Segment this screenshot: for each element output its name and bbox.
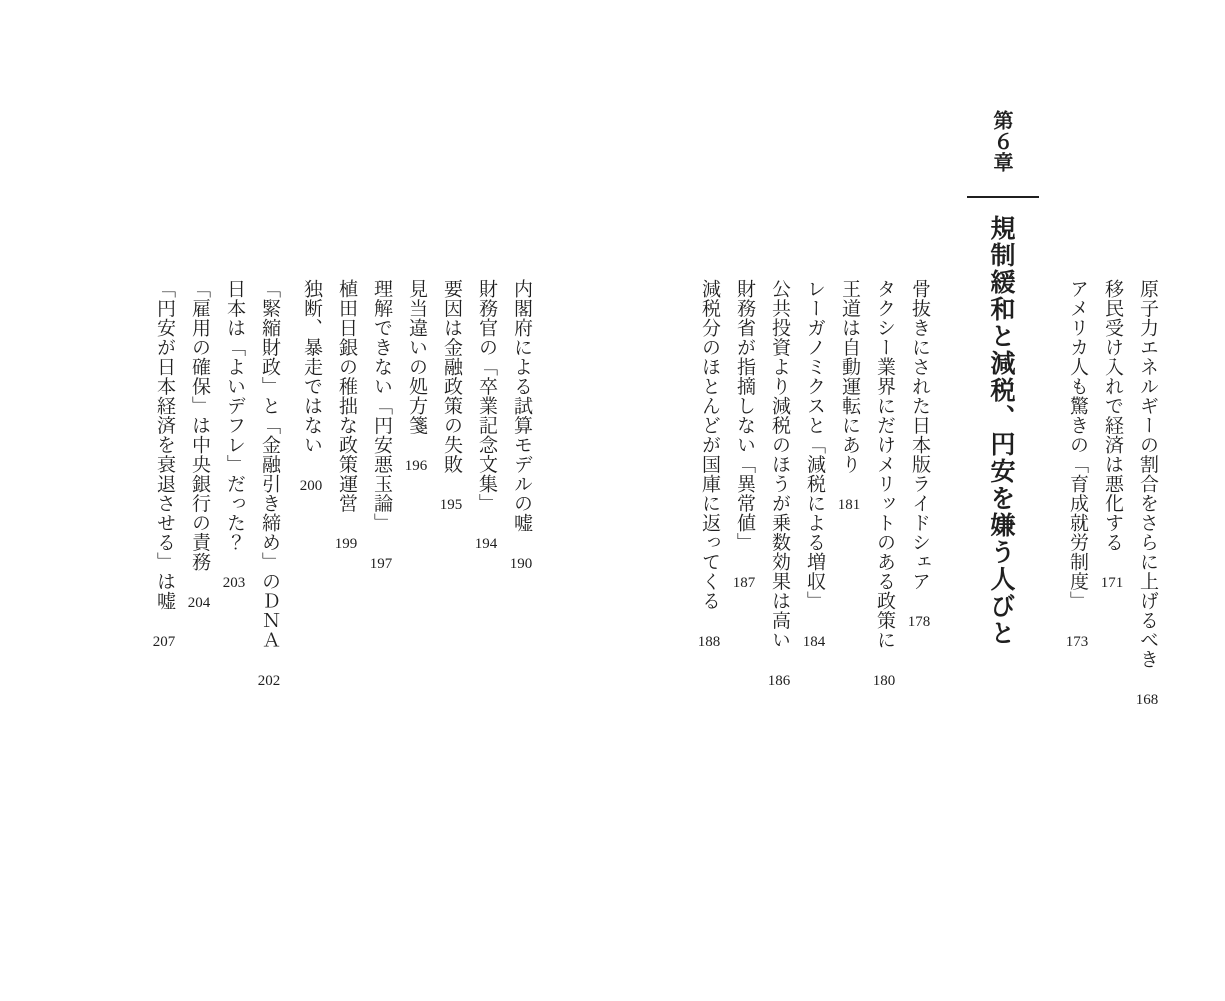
- toc-entry-title: 公共投資より減税のほうが乗数効果は高い: [769, 279, 790, 650]
- toc-entry: [434, 279, 469, 984]
- toc-entry-title: 独断、暴走ではない: [301, 279, 322, 455]
- toc-entry-page-number: 188: [697, 633, 721, 650]
- chapter-title: 規制緩和と減税、円安を嫌う人びと: [987, 215, 1014, 647]
- toc-entry-page-number: 173: [1065, 633, 1089, 650]
- toc-entry: [902, 279, 937, 984]
- toc-entry: [1060, 279, 1095, 984]
- toc-entry-title: 減税分のほとんどが国庫に返ってくる: [699, 279, 720, 611]
- toc-entry-title: 財務省が指摘しない「異常値」: [734, 279, 755, 552]
- toc-entry-page-number: 203: [222, 575, 246, 592]
- toc-entry-title: アメリカ人も驚きの「育成就労制度」: [1067, 279, 1088, 611]
- toc-entry-page-number: 171: [1100, 575, 1124, 592]
- toc-entry-title: 「緊縮財政」と「金融引き締め」のＤＮＡ: [259, 279, 280, 650]
- toc-entry: [294, 279, 329, 984]
- toc-entry-title: 「円安が日本経済を衰退させる」は嘘: [154, 279, 175, 611]
- toc-entry-title: 植田日銀の稚拙な政策運営: [336, 279, 357, 513]
- toc-entry-title: 理解できない「円安悪玉論」: [371, 279, 392, 533]
- toc-entry-title: レーガノミクスと「減税による増収」: [804, 279, 825, 611]
- toc-group-chapter6-first: [692, 279, 937, 984]
- toc-entry: [797, 279, 832, 984]
- toc-group-chapter6-second: [147, 279, 539, 984]
- toc-entry: [832, 279, 867, 984]
- toc-entry-title: 財務官の「卒業記念文集」: [476, 279, 497, 513]
- toc-entry-title: 「雇用の確保」は中央銀行の責務: [189, 279, 210, 572]
- chapter-number: 第６章: [990, 110, 1012, 173]
- toc-entry-page-number: 190: [509, 555, 533, 572]
- toc-entry: [364, 279, 399, 984]
- toc-entry-title: 日本は「よいデフレ」だった？: [224, 279, 245, 552]
- toc-entry-page-number: 199: [334, 536, 358, 553]
- toc-entry: [399, 279, 434, 984]
- toc-entry: [329, 279, 364, 984]
- toc-entry-page-number: 178: [907, 614, 931, 631]
- toc-entry-page-number: 204: [187, 594, 211, 611]
- toc-entry-title: タクシー業界にだけメリットのある政策に: [874, 279, 895, 650]
- toc-group-previous-chapter: [1060, 279, 1165, 984]
- toc-entry-title: 見当違いの処方箋: [406, 279, 427, 435]
- toc-entry-title: 内閣府による試算モデルの嘘: [511, 279, 532, 533]
- toc-entry: [762, 279, 797, 984]
- toc-entry: [469, 279, 504, 984]
- toc-entry-title: 要因は金融政策の失敗: [441, 279, 462, 474]
- toc-entry-page-number: 197: [369, 555, 393, 572]
- toc-entry: [692, 279, 727, 984]
- toc-entry-page-number: 187: [732, 575, 756, 592]
- toc-entry: [217, 279, 252, 984]
- toc-entry-page-number: 186: [767, 672, 791, 689]
- toc-entry-page-number: 196: [404, 458, 428, 475]
- toc-entry: [182, 279, 217, 984]
- toc-entry: [1130, 279, 1165, 984]
- toc-entry: [147, 279, 182, 984]
- toc-entry-page-number: 195: [439, 497, 463, 514]
- toc-entry-page-number: 184: [802, 633, 826, 650]
- toc-entry-page-number: 168: [1135, 692, 1159, 709]
- toc-entry: [867, 279, 902, 984]
- toc-entry-page-number: 202: [257, 672, 281, 689]
- toc-entry: [252, 279, 287, 984]
- toc-entry-title: 骨抜きにされた日本版ライドシェア: [909, 279, 930, 591]
- toc-entry-title: 王道は自動運転にあり: [839, 279, 860, 474]
- toc-entry-page-number: 200: [299, 477, 323, 494]
- toc-entry-title: 原子力エネルギーの割合をさらに上げるべき: [1137, 279, 1158, 669]
- chapter-divider-rule: [967, 196, 1039, 198]
- toc-entry-page-number: 207: [152, 633, 176, 650]
- toc-entry-page-number: 194: [474, 536, 498, 553]
- toc-entry: [727, 279, 762, 984]
- toc-entry-page-number: 180: [872, 672, 896, 689]
- toc-entry: [504, 279, 539, 984]
- toc-entry-title: 移民受け入れで経済は悪化する: [1102, 279, 1123, 552]
- toc-entry: [1095, 279, 1130, 984]
- toc-entry-page-number: 181: [837, 497, 861, 514]
